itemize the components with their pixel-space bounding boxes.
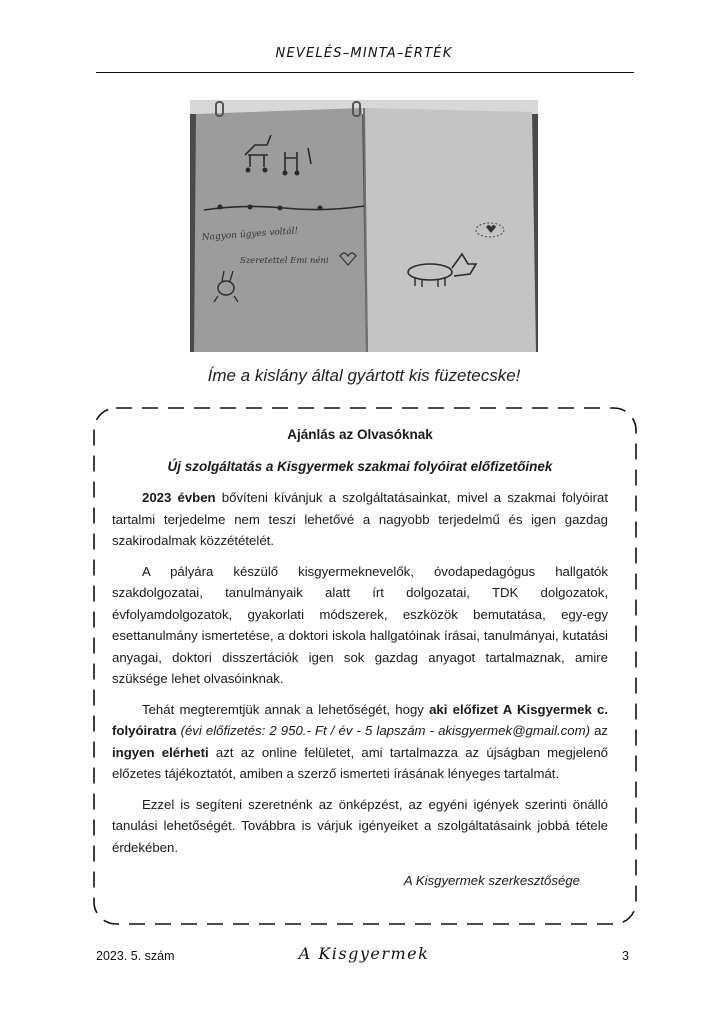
drawing-text-praise: Nagyon ügyes voltál! xyxy=(201,226,299,243)
subscription-details: (évi előfizetés: 2 950.- Ft / év - 5 lapszám - akisgyermek@gmail.com) xyxy=(176,723,590,738)
figure-caption: Íme a kislány által gyártott kis füzetecske! xyxy=(207,366,521,385)
booklet-photo xyxy=(190,100,538,352)
paragraph-2: A pályára készülő kisgyermeknevelők, óvodapedagógus hallgatók szakdolgozatai, tanulmányaik alatt írt dolgozatai, TDK dolgozatok, évfolyamdolgozatok, gyakorlati módszerek, eszközök bemutatása, egy-egy esettanulmány ismertetése, a doktori iskola hallgatóinak írásai, tanulmányai, kutatási anyagai, doktori disszertációk igen sok gazdag anyagot tartalmaznak, amire szüksége lehet olvasóinknak. xyxy=(112,563,608,686)
paragraph-4: Ezzel is segíteni szeretnénk az önképzést, az egyéni igények szerinti önálló tanulási lehetőségét. Továbbra is várjuk igényeiket a szolgáltatásaink jobbá tétele érdekében. xyxy=(112,796,608,855)
paragraph-1 xyxy=(112,487,608,552)
year-emphasis: 2023 évben xyxy=(142,490,216,505)
recommendation-box xyxy=(112,424,608,892)
drawing-text-signature: Szeretettel Emi néni xyxy=(240,256,329,266)
paragraph-1-text: bővíteni kívánjuk a szolgáltatásainkat, mivel a szakmai folyóirat tartalmi terjedelme nem teszi lehetővé a nagyobb terjedelmű és igen gazdag szakirodalmak közzétételét. xyxy=(112,490,608,548)
paragraph-3-intro: Tehát megteremtjük annak a lehetőségét, hogy xyxy=(142,701,430,717)
paragraph-3-connector: az xyxy=(589,723,608,738)
free-access-emphasis: ingyen elérheti xyxy=(112,744,209,760)
subscriber-emphasis: aki előfizet A Kisgyermek c. folyóiratra xyxy=(112,701,608,738)
box-subtitle: Új szolgáltatás a Kisgyermek szakmai folyóirat előfizetőinek xyxy=(167,458,553,474)
box-title: Ajánlás az Olvasóknak xyxy=(287,427,433,442)
paragraph-3-rest: azt az online felületet, ami tartalmazza az újságban megjelenő előzetes tájékoztatót, amiben a szerző ismerteti írásának lényeges tartalmát. xyxy=(112,744,608,781)
header-rule xyxy=(96,72,634,73)
editorial-signature: A Kisgyermek szerkesztősége xyxy=(403,873,580,888)
page-number: 3 xyxy=(622,949,629,963)
paragraph-3 xyxy=(112,699,608,785)
running-title: NEVELÉS–MINTA–ÉRTÉK xyxy=(275,46,453,61)
issue-label: 2023. 5. szám xyxy=(96,949,175,963)
journal-name: A Kisgyermek xyxy=(298,944,430,963)
